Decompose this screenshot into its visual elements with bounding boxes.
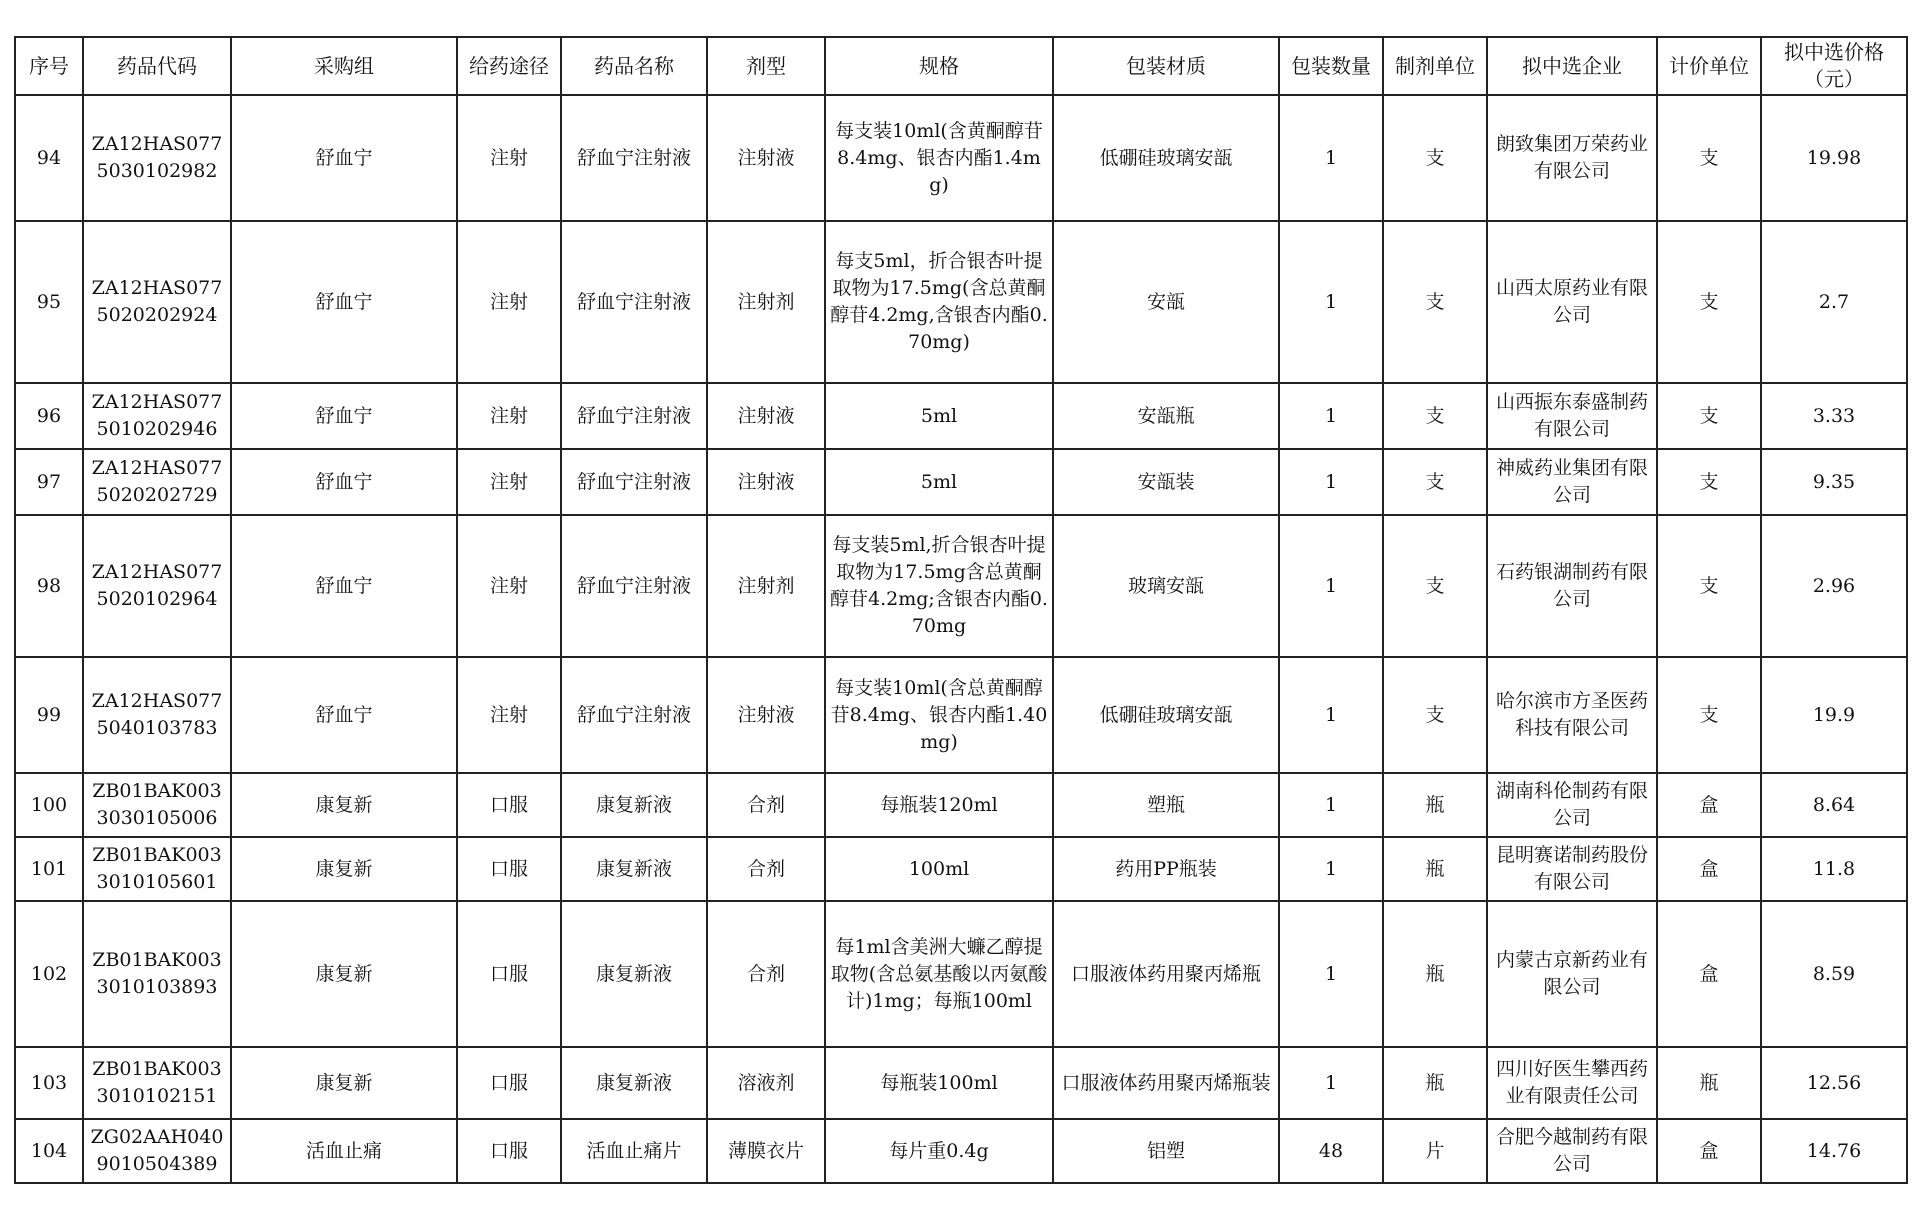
cell-code: ZB01BAK0033010102151 [83, 1047, 231, 1119]
cell-form: 注射液 [707, 449, 825, 515]
cell-no: 95 [15, 221, 83, 383]
cell-qty: 1 [1279, 449, 1383, 515]
header-cell: 计价单位 [1657, 37, 1761, 95]
cell-company: 哈尔滨市方圣医药科技有限公司 [1487, 657, 1657, 773]
cell-no: 99 [15, 657, 83, 773]
cell-code: ZB01BAK0033010105601 [83, 837, 231, 901]
cell-form: 溶液剂 [707, 1047, 825, 1119]
cell-pack: 铝塑 [1053, 1119, 1279, 1183]
cell-unit: 支 [1383, 449, 1487, 515]
cell-qty: 1 [1279, 657, 1383, 773]
cell-name: 活血止痛片 [561, 1119, 707, 1183]
cell-price: 2.7 [1761, 221, 1907, 383]
table-row [15, 901, 1907, 1047]
cell-price-unit: 支 [1657, 383, 1761, 449]
cell-qty: 1 [1279, 95, 1383, 221]
cell-form: 注射液 [707, 383, 825, 449]
cell-price-unit: 支 [1657, 221, 1761, 383]
cell-no: 96 [15, 383, 83, 449]
header-cell: 药品名称 [561, 37, 707, 95]
cell-form: 注射剂 [707, 515, 825, 657]
cell-route: 口服 [457, 773, 561, 837]
cell-group: 活血止痛 [231, 1119, 457, 1183]
cell-form: 合剂 [707, 837, 825, 901]
cell-route: 注射 [457, 515, 561, 657]
table-row [15, 773, 1907, 837]
cell-spec: 5ml [825, 383, 1053, 449]
cell-qty: 1 [1279, 515, 1383, 657]
cell-pack: 安瓿装 [1053, 449, 1279, 515]
cell-qty: 48 [1279, 1119, 1383, 1183]
cell-code: ZA12HAS0775030102982 [83, 95, 231, 221]
table-row [15, 383, 1907, 449]
cell-name: 康复新液 [561, 901, 707, 1047]
cell-unit: 支 [1383, 221, 1487, 383]
header-cell: 包装材质 [1053, 37, 1279, 95]
cell-company: 石药银湖制药有限公司 [1487, 515, 1657, 657]
table-row [15, 95, 1907, 221]
cell-qty: 1 [1279, 837, 1383, 901]
cell-form: 合剂 [707, 773, 825, 837]
cell-spec: 每瓶装100ml [825, 1047, 1053, 1119]
cell-price-unit: 盒 [1657, 1119, 1761, 1183]
cell-unit: 支 [1383, 515, 1487, 657]
cell-company: 湖南科伦制药有限公司 [1487, 773, 1657, 837]
cell-price-unit: 支 [1657, 515, 1761, 657]
cell-unit: 支 [1383, 95, 1487, 221]
cell-route: 注射 [457, 657, 561, 773]
cell-code: ZA12HAS0775040103783 [83, 657, 231, 773]
table-row [15, 837, 1907, 901]
cell-qty: 1 [1279, 901, 1383, 1047]
header-cell: 药品代码 [83, 37, 231, 95]
cell-route: 注射 [457, 95, 561, 221]
cell-code: ZA12HAS0775020202729 [83, 449, 231, 515]
header-cell: 包装数量 [1279, 37, 1383, 95]
header-cell: 拟中选企业 [1487, 37, 1657, 95]
cell-price: 12.56 [1761, 1047, 1907, 1119]
cell-pack: 口服液体药用聚丙烯瓶装 [1053, 1047, 1279, 1119]
drug-price-table [14, 36, 1908, 1184]
cell-route: 注射 [457, 449, 561, 515]
table-row [15, 515, 1907, 657]
cell-route: 口服 [457, 837, 561, 901]
table-row [15, 449, 1907, 515]
cell-name: 康复新液 [561, 837, 707, 901]
cell-pack: 安瓿 [1053, 221, 1279, 383]
cell-no: 101 [15, 837, 83, 901]
cell-group: 康复新 [231, 837, 457, 901]
cell-group: 舒血宁 [231, 515, 457, 657]
cell-name: 舒血宁注射液 [561, 449, 707, 515]
cell-company: 山西太原药业有限公司 [1487, 221, 1657, 383]
cell-route: 注射 [457, 221, 561, 383]
cell-no: 94 [15, 95, 83, 221]
cell-price: 9.35 [1761, 449, 1907, 515]
cell-price-unit: 支 [1657, 657, 1761, 773]
cell-company: 昆明赛诺制药股份有限公司 [1487, 837, 1657, 901]
cell-company: 合肥今越制药有限公司 [1487, 1119, 1657, 1183]
cell-code: ZB01BAK0033010103893 [83, 901, 231, 1047]
cell-group: 舒血宁 [231, 95, 457, 221]
cell-name: 舒血宁注射液 [561, 221, 707, 383]
cell-spec: 每1ml含美洲大蠊乙醇提取物(含总氨基酸以丙氨酸计)1mg；每瓶100ml [825, 901, 1053, 1047]
cell-spec: 每支装10ml(含黄酮醇苷8.4mg、银杏内酯1.4mg) [825, 95, 1053, 221]
cell-group: 舒血宁 [231, 221, 457, 383]
cell-group: 舒血宁 [231, 657, 457, 773]
cell-price-unit: 盒 [1657, 837, 1761, 901]
cell-route: 口服 [457, 1047, 561, 1119]
cell-price: 19.98 [1761, 95, 1907, 221]
cell-form: 薄膜衣片 [707, 1119, 825, 1183]
cell-group: 舒血宁 [231, 449, 457, 515]
cell-spec: 每支装10ml(含总黄酮醇苷8.4mg、银杏内酯1.40mg) [825, 657, 1053, 773]
cell-company: 神威药业集团有限公司 [1487, 449, 1657, 515]
table-row [15, 657, 1907, 773]
cell-pack: 药用PP瓶装 [1053, 837, 1279, 901]
cell-name: 舒血宁注射液 [561, 657, 707, 773]
cell-unit: 瓶 [1383, 901, 1487, 1047]
cell-price: 11.8 [1761, 837, 1907, 901]
cell-company: 内蒙古京新药业有限公司 [1487, 901, 1657, 1047]
cell-unit: 支 [1383, 657, 1487, 773]
cell-unit: 瓶 [1383, 1047, 1487, 1119]
cell-spec: 每瓶装120ml [825, 773, 1053, 837]
cell-group: 康复新 [231, 901, 457, 1047]
cell-pack: 安瓿瓶 [1053, 383, 1279, 449]
cell-code: ZB01BAK0033030105006 [83, 773, 231, 837]
cell-company: 朗致集团万荣药业有限公司 [1487, 95, 1657, 221]
cell-name: 舒血宁注射液 [561, 515, 707, 657]
cell-spec: 每片重0.4g [825, 1119, 1053, 1183]
cell-price-unit: 盒 [1657, 901, 1761, 1047]
table-row [15, 1119, 1907, 1183]
cell-unit: 瓶 [1383, 773, 1487, 837]
cell-pack: 低硼硅玻璃安瓿 [1053, 657, 1279, 773]
cell-unit: 瓶 [1383, 837, 1487, 901]
cell-no: 102 [15, 901, 83, 1047]
cell-price: 8.64 [1761, 773, 1907, 837]
cell-qty: 1 [1279, 1047, 1383, 1119]
cell-route: 口服 [457, 1119, 561, 1183]
header-cell: 给药途径 [457, 37, 561, 95]
cell-no: 103 [15, 1047, 83, 1119]
drug-price-table-sheet [14, 36, 1906, 1184]
cell-route: 口服 [457, 901, 561, 1047]
header-row [15, 37, 1907, 95]
cell-price-unit: 盒 [1657, 773, 1761, 837]
cell-no: 104 [15, 1119, 83, 1183]
cell-price: 14.76 [1761, 1119, 1907, 1183]
header-cell: 规格 [825, 37, 1053, 95]
cell-name: 舒血宁注射液 [561, 383, 707, 449]
cell-code: ZA12HAS0775020202924 [83, 221, 231, 383]
cell-form: 注射液 [707, 95, 825, 221]
cell-company: 四川好医生攀西药业有限责任公司 [1487, 1047, 1657, 1119]
cell-qty: 1 [1279, 383, 1383, 449]
cell-name: 舒血宁注射液 [561, 95, 707, 221]
cell-name: 康复新液 [561, 1047, 707, 1119]
cell-form: 注射液 [707, 657, 825, 773]
cell-code: ZA12HAS0775010202946 [83, 383, 231, 449]
cell-unit: 片 [1383, 1119, 1487, 1183]
cell-no: 100 [15, 773, 83, 837]
header-cell: 采购组 [231, 37, 457, 95]
cell-no: 98 [15, 515, 83, 657]
cell-unit: 支 [1383, 383, 1487, 449]
table-row [15, 1047, 1907, 1119]
cell-no: 97 [15, 449, 83, 515]
cell-price: 3.33 [1761, 383, 1907, 449]
cell-qty: 1 [1279, 221, 1383, 383]
cell-pack: 口服液体药用聚丙烯瓶 [1053, 901, 1279, 1047]
cell-code: ZG02AAH0409010504389 [83, 1119, 231, 1183]
cell-spec: 100ml [825, 837, 1053, 901]
cell-qty: 1 [1279, 773, 1383, 837]
cell-form: 注射剂 [707, 221, 825, 383]
cell-spec: 5ml [825, 449, 1053, 515]
header-cell: 制剂单位 [1383, 37, 1487, 95]
cell-group: 康复新 [231, 773, 457, 837]
table-row [15, 221, 1907, 383]
cell-group: 康复新 [231, 1047, 457, 1119]
cell-spec: 每支5ml，折合银杏叶提取物为17.5mg(含总黄酮醇苷4.2mg,含银杏内酯0.70mg) [825, 221, 1053, 383]
cell-price-unit: 支 [1657, 449, 1761, 515]
cell-route: 注射 [457, 383, 561, 449]
cell-price: 8.59 [1761, 901, 1907, 1047]
cell-company: 山西振东泰盛制药有限公司 [1487, 383, 1657, 449]
header-cell: 拟中选价格（元） [1761, 37, 1907, 95]
cell-price: 2.96 [1761, 515, 1907, 657]
header-cell: 剂型 [707, 37, 825, 95]
cell-price-unit: 瓶 [1657, 1047, 1761, 1119]
cell-name: 康复新液 [561, 773, 707, 837]
cell-form: 合剂 [707, 901, 825, 1047]
cell-pack: 玻璃安瓿 [1053, 515, 1279, 657]
cell-group: 舒血宁 [231, 383, 457, 449]
cell-spec: 每支装5ml,折合银杏叶提取物为17.5mg含总黄酮醇苷4.2mg;含银杏内酯0.70mg [825, 515, 1053, 657]
cell-price: 19.9 [1761, 657, 1907, 773]
cell-pack: 低硼硅玻璃安瓿 [1053, 95, 1279, 221]
header-cell: 序号 [15, 37, 83, 95]
cell-pack: 塑瓶 [1053, 773, 1279, 837]
cell-code: ZA12HAS0775020102964 [83, 515, 231, 657]
cell-price-unit: 支 [1657, 95, 1761, 221]
